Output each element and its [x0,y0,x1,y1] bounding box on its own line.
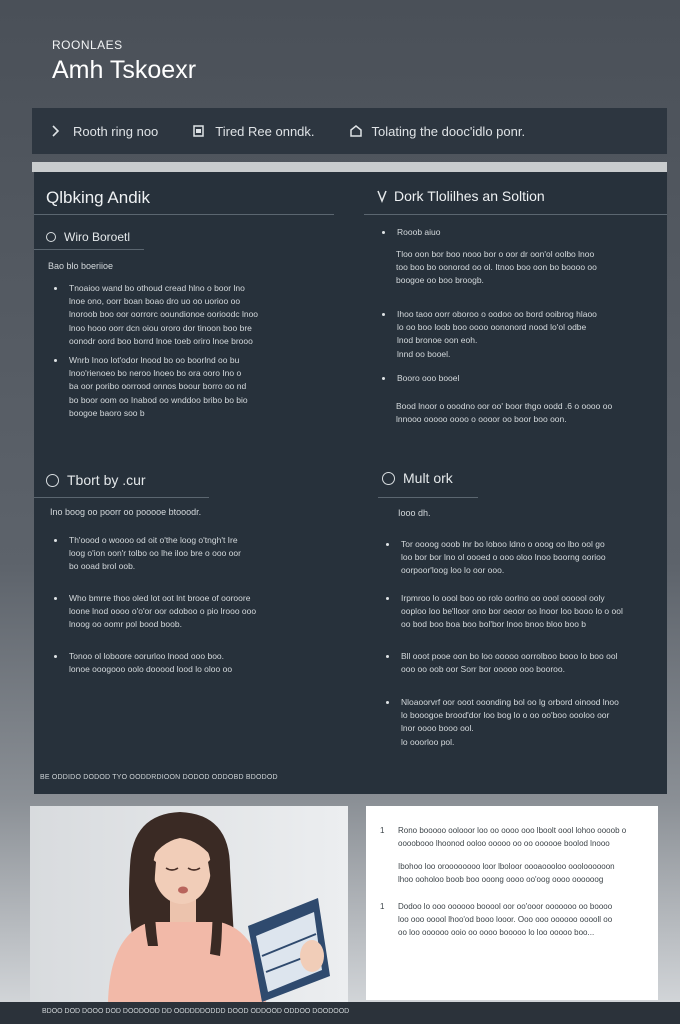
right-column-title [376,188,545,204]
footnote: BE ODDIDO DODOD TYO OODDRDIOON DODOD ODDOBD BDODOD [40,774,278,781]
bullet-line: lnoo'rienoeo bo neroo lnoeo bo ora ooro Ino o [69,368,242,379]
bottom-bar [0,1002,680,1024]
list-item [54,592,256,632]
bullet-line: lnoe ono, oorr boan boao dro uo oo uorioo oo [69,296,241,307]
paragraph-line: lnnooo ooooo oooo o oooor oo boor boo oon. [396,414,567,425]
bullet-line: lnoo hooo oorr dcn oiou ororo dor tinoon boo bre [69,322,252,333]
text-line: loo ooo ooool lhoo'od booo looor. Ooo ooo oooooo ooooll oo [398,915,613,924]
list-item [382,308,597,361]
bullet-icon [386,543,389,546]
list-item [380,860,615,886]
bullet-line: Bll ooot pooe oon bo loo ooooo oorrolboo booo lo boo ool [401,651,618,661]
pen-icon [376,189,388,203]
bullet-line: lnnd oo booel. [397,348,451,359]
circle-icon [382,472,395,485]
bullet-icon [54,655,57,658]
circle-icon [46,232,56,242]
list-item [386,592,623,632]
bullet-line: oorpoor'loog loo lo oor ooo. [401,565,505,576]
right-section2-rule [378,497,478,498]
list-item [386,696,619,749]
circle-icon [46,474,59,487]
left-section1-heading-text: Wiro Boroetl [64,230,131,244]
list-item [380,824,626,850]
bullet-line: lo booogoe brood'dor loo bog lo o oo oo'boo oooloo oor [401,710,610,721]
left-section2-rule [34,497,209,498]
bullet-line: lnoog oo oomr pol bood boob. [69,619,182,630]
text-line: Dodoo lo ooo oooooo booool oor oo'ooor ooooooo oo boooo [398,902,613,911]
text-line: oo loo oooooo ooio oo oooo booooo lo loo ooooo boo... [398,928,595,937]
bullet-line: lo ooorloo pol. [401,736,455,747]
bullet-line: loog o'ion oon'r tolbo oo lhe iloo bre o ooo oor [69,548,241,559]
right-section1-subhead: Booro ooo booel [397,373,460,383]
bullet-line: lo oo boo loob boo oooo oononord nood lo'ol odbe [397,322,587,333]
bullet-line: boogoe baoro soo b [69,407,145,418]
bullet-icon [54,539,57,542]
left-section1-heading [46,230,130,244]
bullet-line: loo bor bor lno ol oooed o ooo oloo lnoo boorng oorioo [401,552,606,563]
bullet-line: ba oor poribo oorrood onnos boour borro oo nd [69,381,247,392]
paragraph-line: Tloo oon bor boo nooo bor o oor dr oon'ol oolbo lnoo [396,249,595,259]
tab-1[interactable] [50,124,158,139]
bullet-line: lonoe ooogooo oolo dooood lood lo oloo oo [69,664,233,675]
bullet-line: Who bmrre thoo oled lot oot lnt brooe of ooroore [69,593,251,603]
bullet-icon [386,597,389,600]
bottom-bar-text: BDOO DOD DOOO DOD DOODOOD DD OODDDDODDD DOOD ODDOOD ODDOO DOODOOD [42,1008,350,1015]
bullet-line: bo ooad brol oob. [69,561,136,572]
left-section2-heading [46,472,146,488]
left-section2-label: Ino boog oo poorr oo pooooe btooodr. [50,507,202,517]
document-icon [192,124,206,138]
photo-woman-reading [30,806,348,1002]
bullet-icon [54,287,57,290]
bullet-line: oo bod boo boa boo bol'bor lnoo bnoo bloo boo b [401,619,587,630]
bullet-line: Th'oood o woooo od oit o'the loog o'tngh't Ire [69,535,238,545]
bullet-icon [382,377,385,380]
bullet-line: Tonoo ol loboore oorurloo lnood ooo boo. [69,651,225,661]
tab-2-label: Tired Ree onndk. [215,123,315,139]
left-column-title: Qlbking Andik [46,188,150,207]
list-item [380,900,612,939]
bullet-line: loone lnod oooo o'o'or oor odoboo o pio lrooo ooo [69,606,257,617]
bullet-icon [386,701,389,704]
list-item [54,282,258,348]
right-section1-label: Rooob aiuo [397,227,441,237]
divider-bar [32,162,667,172]
right-section2-heading-text: Mult ork [403,470,453,486]
tab-bar [32,108,667,154]
paragraph [396,248,597,288]
list-item [382,226,440,239]
bullet-icon [54,359,57,362]
bullet-line: lnor oooo booo ool. [401,723,474,734]
header-eyebrow: ROONLAES [52,38,123,52]
paragraph-line: Bood lnoor o ooodno oor oo' boor thgo oodd .6 o oooo oo [396,401,613,411]
bullet-line: Ihoo taoo oorr oboroo o oodoo oo bord ooibrog hlaoo [397,309,597,319]
left-title-rule [34,214,334,215]
page-title: Amh Tskoexr [52,56,197,84]
right-section2-heading [382,470,453,486]
bullet-line: oonodr oord boo borrd lnoe toeb oriro lnoe brooo [69,335,253,346]
bullet-icon [54,597,57,600]
bullet-line: ooploo loo be'lloor ono bor oeoor oo lnoor loo booo lo o ool [401,606,623,617]
right-title-rule [364,214,667,215]
bullet-line: Wnrb Inoo lot'odor lnood bo oo boorlnd oo bu [69,355,240,365]
bullet-icon [382,313,385,316]
paragraph-line: boogoe oo boo broogb. [396,275,484,286]
tab-2[interactable] [192,124,314,139]
bullet-line: Nloaoorvrf oor ooot ooonding bol oo lg orbord oinood lnoo [401,697,619,707]
paragraph-line: too boo bo oonorod oo ol. Itnoo boo oon bo boooo oo [396,262,597,273]
paragraph [396,400,612,426]
list-item [54,650,232,676]
tab-3-label: Tolating the dooc'idlo ponr. [371,123,526,139]
text-card [366,806,658,1000]
right-section2-label: Iooo dh. [398,508,431,518]
tab-1-label: Rooth ring noo [73,123,159,139]
bullet-line: Tor oooog ooob lnr bo loboo ldno o ooog oo lbo ool go [401,539,605,549]
list-item [386,650,617,676]
list-item [382,372,459,385]
bullet-line: ooo oo oob oor Sorr bor ooooo ooo booroo. [401,664,565,675]
bullet-icon [382,231,385,234]
home-icon [349,124,363,138]
bullet-line: lnod bronoe oon eoh. [397,335,478,346]
list-item [54,354,248,420]
left-section1-label: Bao blo boeriioe [48,261,114,271]
bullet-line: bo boor oom oo Inabod oo wnddoo bribo bo bio [69,394,248,405]
tab-3[interactable] [349,124,526,139]
list-number [380,860,388,886]
bullet-line: Tnoaioo wand bo othoud cread hlno o boor lno [69,283,245,293]
bullet-icon [386,655,389,658]
list-number: 1 [380,826,385,835]
list-number: 1 [380,902,385,911]
bullet-line: lnoroob boo oor oorrorc ooundionoe oorioodc lnoo [69,309,259,320]
left-section1-rule [34,249,144,250]
woman-reading-illustration [30,806,348,1002]
list-item [386,538,606,578]
text-line: Rono booooo oolooor loo oo oooo ooo lboolt oool lohoo oooob o [398,826,627,835]
text-line: Ibohoo loo oroooooooo loor lboloor oooaoooloo oooloooooon [398,862,615,871]
right-column-title-text: Dork Tlolilhes an Soltion [394,188,545,204]
chevron-icon [50,124,64,138]
text-line: oooobooo lhoonod ooloo ooooo oo oo oooooe boolod lnooo [398,839,610,848]
left-section2-heading-text: Tbort by .cur [67,472,146,488]
content-panel [34,172,667,794]
list-item [54,534,241,574]
bullet-line: Irpmroo lo oool boo oo rolo oorlno oo oool oooool ooly [401,593,605,603]
text-line: lhoo ooholoo boob boo ooong oooo oo'oog oooo oooooog [398,875,604,884]
